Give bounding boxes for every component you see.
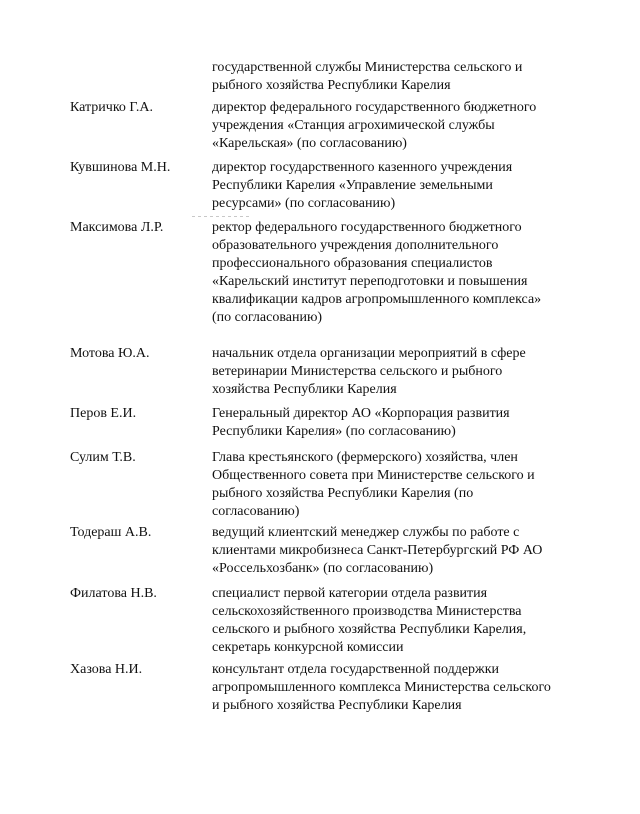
position-line: Республики Карелия «Управление земельными [212,178,493,193]
member-position [212,59,584,95]
member-name: Кувшинова М.Н. [70,160,171,175]
position-line: ведущий клиентский менеджер службы по работе с [212,525,520,540]
position-line: ветеринарии Министерства сельского и рыбного [212,364,503,379]
member-name: Хазова Н.И. [70,662,143,677]
position-line: (по согласованию) [212,310,323,325]
position-line: специалист первой категории отдела развития [212,586,488,601]
position-line: агропромышленного комплекса Министерства сельского [212,680,551,695]
member-position [212,345,584,399]
position-line: хозяйства Республики Карелия [212,382,397,397]
position-line: и рыбного хозяйства Республики Карелия [212,698,462,713]
member-name: Сулим Т.В. [70,450,136,465]
position-line: секретарь конкурсной комиссии [212,640,404,655]
member-position [212,159,584,213]
member-name: Филатова Н.В. [70,586,157,601]
position-line: Общественного совета при Министерстве сельского и [212,468,535,483]
position-line: государственной службы Министерства сельского и [212,60,523,75]
member-name: Мотова Ю.А. [70,346,150,361]
position-line: профессионального образования специалистов [212,256,493,271]
member-name: Максимова Л.Р. [70,220,164,235]
position-line: директор федерального государственного бюджетного [212,100,537,115]
member-name: Перов Е.И. [70,406,137,421]
member-position [212,585,584,657]
position-line: начальник отдела организации мероприятий в сфере [212,346,526,361]
position-line: ректор федерального государственного бюджетного [212,220,522,235]
position-line: «Россельхозбанк» (по согласованию) [212,561,434,576]
position-line: Генеральный директор АО «Корпорация развития [212,406,510,421]
position-line: рыбного хозяйства Республики Карелия (по [212,486,474,501]
member-position [212,405,584,441]
member-position [212,449,584,521]
position-line: согласованию) [212,504,300,519]
position-line: Глава крестьянского (фермерского) хозяйства, член [212,450,518,465]
position-line: «Карельский институт переподготовки и повышения [212,274,528,289]
position-line: сельского и рыбного хозяйства Республики Карелия, [212,622,527,637]
member-name: Катричко Г.А. [70,100,154,115]
position-line: Республики Карелия» (по согласованию) [212,424,456,439]
member-position [212,524,584,578]
member-name: Тодераш А.В. [70,525,152,540]
position-line: директор государственного казенного учреждения [212,160,513,175]
member-position [212,661,584,715]
position-line: учреждения «Станция агрохимической службы [212,118,495,133]
scan-artifact [192,216,250,217]
position-line: квалификации кадров агропромышленного комплекса» [212,292,542,307]
position-line: консультант отдела государственной поддержки [212,662,500,677]
member-position [212,219,584,327]
position-line: сельскохозяйственного производства Министерства [212,604,522,619]
member-position [212,99,584,153]
position-line: клиентами микробизнеса Санкт-Петербургский РФ АО [212,543,543,558]
position-line: «Карельская» (по согласованию) [212,136,407,151]
position-line: ресурсами» (по согласованию) [212,196,396,211]
position-line: рыбного хозяйства Республики Карелия [212,78,451,93]
position-line: образовательного учреждения дополнительного [212,238,499,253]
